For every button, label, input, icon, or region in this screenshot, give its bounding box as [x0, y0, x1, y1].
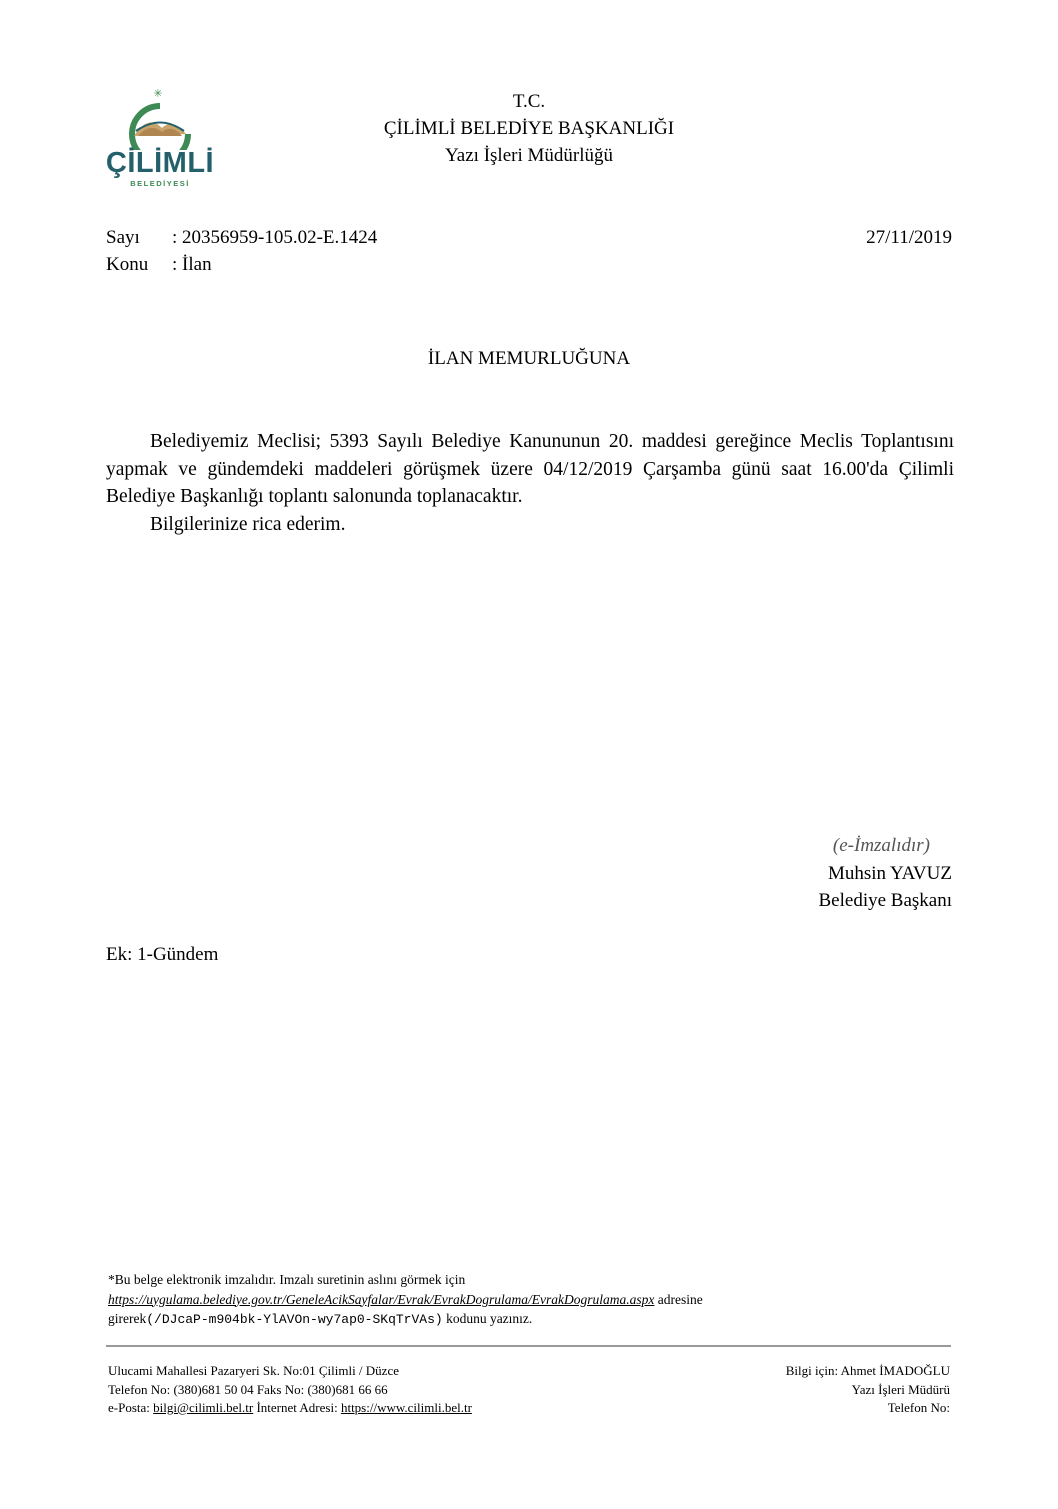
footer-contact-person: Bilgi için: Ahmet İMADOĞLU [785, 1363, 950, 1378]
body-paragraph-1: Belediyemiz Meclisi; 5393 Sayılı Belediye Kanununun 20. maddesi gereğince Meclis Toplantısını yapmak ve gündemdeki maddeleri görüşmek üzere 04/12/2019 Çarşamba günü saat 16.00'da Çilimli Belediye Başkanlığı toplantı salonunda toplanacaktır. [106, 431, 954, 507]
svg-text:✳: ✳ [153, 87, 163, 100]
e-signature-note: (e-İmzalıdır) [832, 835, 930, 856]
header-tc: T.C. [512, 91, 546, 112]
footer-address: Ulucami Mahallesi Pazaryeri Sk. No:01 Çilimli / Düzce [108, 1363, 399, 1378]
verification-code: (/DJcaP-m904bk-YlAVOn-wy7ap0-SKqTrVAs) [146, 1312, 443, 1327]
sayi-label: Sayı [106, 227, 140, 248]
konu-value: : İlan [172, 254, 212, 275]
header-institution: ÇİLİMLİ BELEDİYE BAŞKANLIĞI [383, 118, 675, 139]
body-paragraph-2: Bilgilerinize rica ederim. [150, 513, 346, 535]
signatory-name: Muhsin YAVUZ [827, 862, 952, 884]
konu-label: Konu [106, 254, 149, 275]
footer-divider [106, 1345, 951, 1347]
footer-contact-left [108, 1362, 472, 1418]
document-date: 27/11/2019 [866, 227, 952, 248]
addressee: İLAN MEMURLUĞUNA [427, 348, 631, 369]
sayi-value: : 20356959-105.02-E.1424 [172, 227, 378, 248]
attachment-line: Ek: 1-Gündem [106, 944, 219, 965]
verification-line-1: *Bu belge elektronik imzalıdır. Imzalı suretinin aslını görmek için [108, 1272, 466, 1287]
verification-suffix: kodunu yazınız. [446, 1311, 533, 1326]
verification-link[interactable]: https://uygulama.belediye.gov.tr/GeneleAcikSayfalar/Evrak/EvrakDogrulama/EvrakDogrulama.aspx [108, 1291, 655, 1307]
verification-prefix: girerek [108, 1311, 147, 1326]
signatory-title: Belediye Başkanı [818, 890, 952, 911]
logo-wordmark: ÇİLİMLİ [105, 147, 215, 179]
footer-contact-right [786, 1362, 950, 1418]
footer-contact-title: Yazı İşleri Müdürü [851, 1381, 950, 1397]
header-department: Yazı İşleri Müdürlüğü [444, 145, 613, 166]
logo-subtitle: BELEDİYESİ [130, 179, 190, 188]
footer-contact-phone: Telefon No: [887, 1400, 950, 1415]
verification-after-link: adresine [657, 1291, 703, 1307]
letter-body [106, 428, 954, 538]
verification-note [108, 1270, 958, 1330]
footer-email-link[interactable]: bilgi@cilimli.bel.tr [153, 1400, 254, 1415]
footer-phone-fax: Telefon No: (380)681 50 04 Faks No: (380)681 66 66 [108, 1381, 388, 1397]
footer-email-label: e-Posta: [108, 1400, 150, 1415]
signature-block [819, 832, 953, 915]
footer-web-link[interactable]: https://www.cilimli.bel.tr [340, 1400, 472, 1415]
footer-web-label: İnternet Adresi: [256, 1400, 338, 1415]
